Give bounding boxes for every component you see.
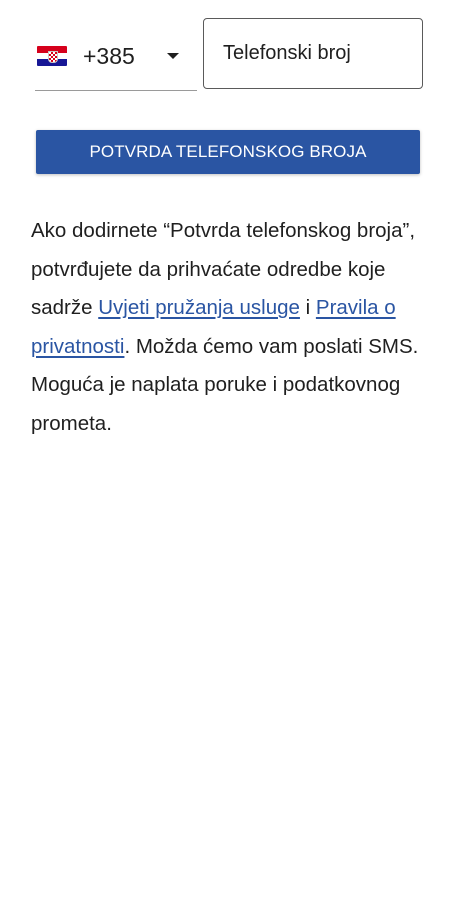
phone-number-row — [35, 18, 426, 92]
privacy-policy-link[interactable]: Pravila o privatnosti — [31, 296, 396, 358]
phone-number-input[interactable] — [203, 18, 423, 89]
disclaimer-text-intro: Ako dodirnete “Potvrda telefonskog broja”, potvrđujete da prihvaćate odredbe koje sadrže — [31, 219, 416, 320]
croatia-flag-icon — [37, 46, 67, 66]
chevron-down-icon — [167, 53, 179, 59]
terms-disclaimer — [31, 212, 423, 444]
terms-of-service-link[interactable]: Uvjeti pružanja usluge — [98, 296, 300, 320]
verify-phone-number-button[interactable]: POTVRDA TELEFONSKOG BROJA — [36, 130, 420, 174]
disclaimer-text-connector: i — [299, 296, 316, 320]
country-dial-code: +385 — [83, 43, 135, 69]
country-code-selector[interactable] — [35, 38, 197, 91]
disclaimer-text-outro: . Možda ćemo vam poslati SMS. Moguća je naplata poruke i podatkovnog prometa. — [31, 334, 419, 435]
